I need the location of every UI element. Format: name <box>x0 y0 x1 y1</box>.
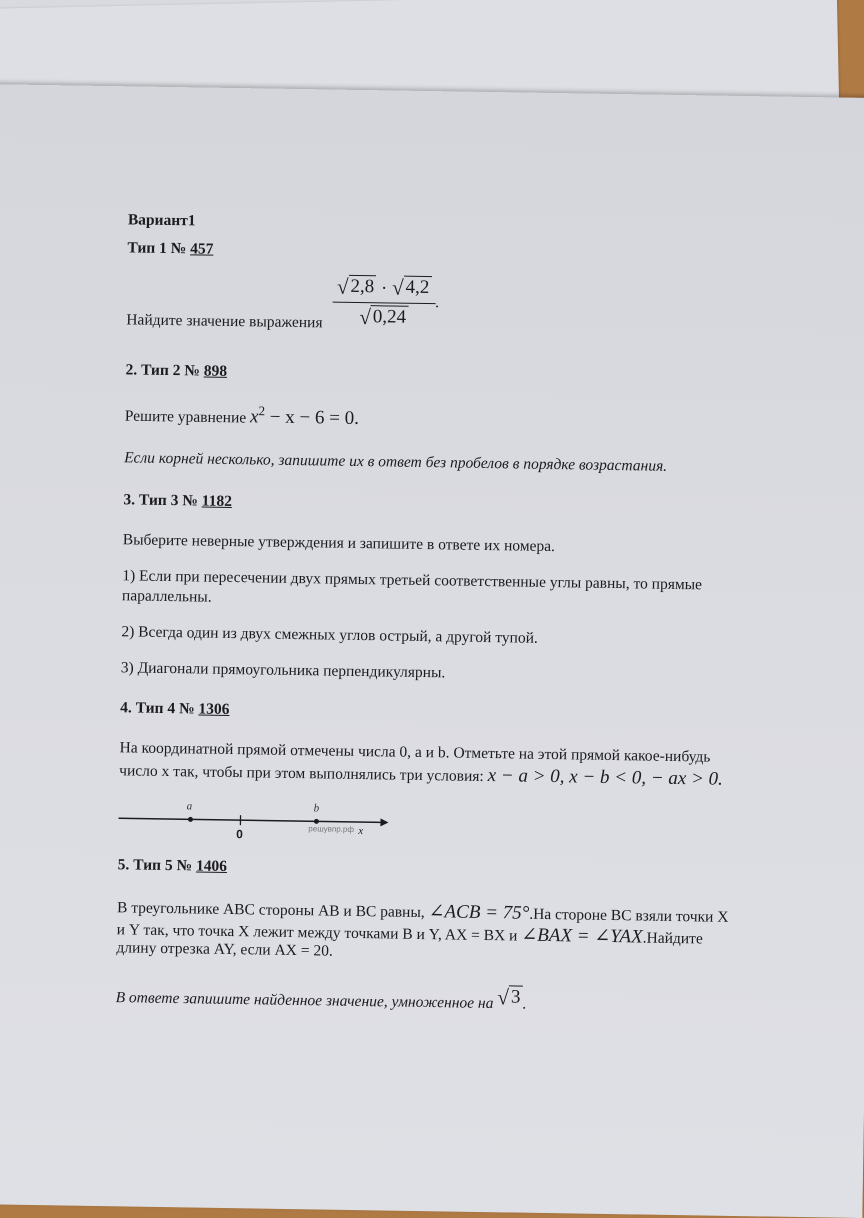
variant-title: Вариант1 <box>128 211 196 230</box>
task-4-number-link[interactable]: 1306 <box>198 701 229 718</box>
sqrt-three: √ 3 <box>497 985 522 1008</box>
radical-icon: √ <box>392 277 404 298</box>
point-a <box>188 817 193 822</box>
task-5-line-2: и Y так, что точка X лежит между точками B и Y, AX = BX и ∠BAX = ∠YAX.Найдите <box>117 917 703 949</box>
task-5-type-label: 5. Тип 5 № <box>118 856 197 874</box>
fraction-numerator <box>333 275 436 304</box>
task-2-header <box>125 361 227 381</box>
watermark-text: решувпр.рф <box>308 824 354 834</box>
task-3-item-1: 1) Если при пересечении двух прямых третьей соответственные углы равны, то прямые <box>122 567 702 594</box>
task-2-type-label: 2. Тип 2 № <box>125 361 204 379</box>
task-3-item-1-cont: параллельны. <box>122 587 212 606</box>
task-4-header <box>120 699 230 719</box>
task-5-number-link[interactable]: 1406 <box>196 857 227 874</box>
task-3-type-label: 3. Тип 3 № <box>123 491 202 509</box>
fraction-period: . <box>435 294 439 311</box>
task-5-line-1: В треугольнике ABC стороны AB и BC равны, ∠ACB = 75°.На стороне BC взяли точки X <box>117 895 729 928</box>
angle-equality: ∠BAX = ∠YAX <box>521 925 643 948</box>
task-1-body <box>126 271 439 334</box>
number-line-axis <box>118 818 380 822</box>
task-2-note: Если корней несколько, запишите их в ответ без пробелов в порядке возрастания. <box>124 449 667 476</box>
task-2-body <box>125 401 359 430</box>
task-1-header <box>127 239 213 258</box>
task-4-type-label: 4. Тип 4 № <box>120 699 199 717</box>
fraction-denominator <box>359 303 408 331</box>
label-x: x <box>357 825 363 837</box>
task-5-note: В ответе запишите найденное значение, умноженное на √ 3 . <box>116 979 527 1013</box>
task-1-number-link[interactable]: 457 <box>190 240 214 257</box>
task-2-equation: $x^2 - x - 6 = 0$. <box>250 407 359 430</box>
angle-acb: ∠ACB = 75° <box>428 901 529 924</box>
radical-icon: √ <box>337 276 349 297</box>
task-2-number-link[interactable]: 898 <box>204 363 228 380</box>
multiply-dot: · <box>381 278 388 299</box>
worksheet-page <box>0 84 864 1218</box>
point-b <box>314 819 319 824</box>
task-3-prompt: Выберите неверные утверждения и запишите в ответе их номера. <box>123 531 555 556</box>
task-3-header <box>123 491 232 511</box>
task-2-prompt: Решите уравнение <box>125 408 247 427</box>
task-4-line-1: На координатной прямой отмечены числа 0, a и b. Отметьте на этой прямой какое-нибудь <box>119 739 710 766</box>
task-5-line-3: длину отрезка AY, если AX = 20. <box>116 939 333 960</box>
sqrt-den: √ 0,24 <box>359 305 408 329</box>
task-1-fraction <box>332 275 435 331</box>
radical-icon: √ <box>359 307 371 328</box>
task-4-line-2: число x так, чтобы при этом выполнялись три условия: x − a > 0, x − b < 0, − ax > 0. <box>119 759 723 790</box>
task-5-header <box>118 856 228 876</box>
task-4-conditions: x − a > 0, x − b < 0, − ax > 0. <box>487 765 723 790</box>
label-b: b <box>314 802 320 814</box>
task-1-prompt: Найдите значение выражения <box>126 311 323 332</box>
sqrt-a: √ 2,8 <box>337 275 377 298</box>
task-3-item-3: 3) Диагонали прямоугольника перпендикулярны. <box>121 659 446 682</box>
arrow-right-icon <box>380 818 388 826</box>
label-a: a <box>187 800 193 812</box>
task-3-item-2: 2) Всегда один из двух смежных углов острый, а другой тупой. <box>121 623 538 648</box>
worksheet-content <box>128 211 788 221</box>
task-1-type-label: Тип 1 № <box>127 239 190 257</box>
sqrt-b: √ 4,2 <box>392 275 432 298</box>
task-3-number-link[interactable]: 1182 <box>202 493 232 510</box>
radical-icon: √ <box>497 987 509 1008</box>
number-line <box>118 796 389 844</box>
label-zero: 0 <box>236 827 243 841</box>
